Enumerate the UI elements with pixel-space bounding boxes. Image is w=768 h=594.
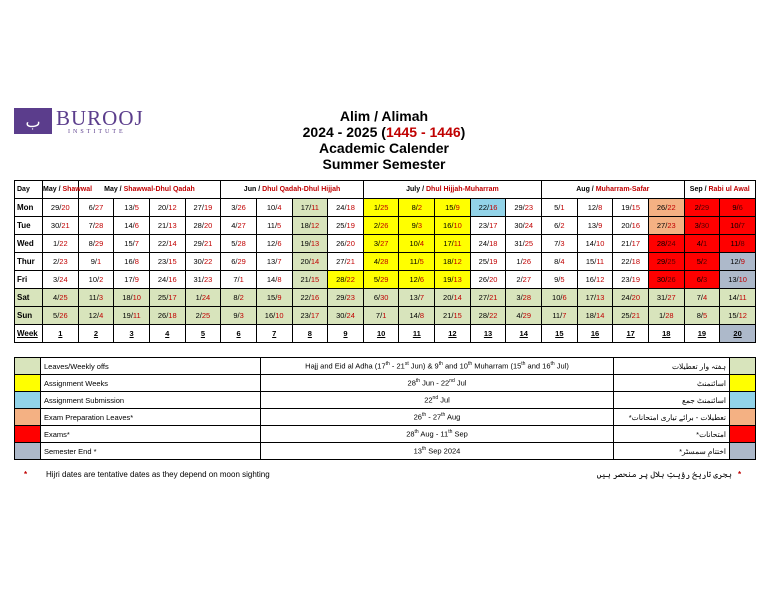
legend-dates: 28th Jun - 22nd Jul	[261, 375, 614, 392]
date-cell: 13/10	[720, 271, 756, 289]
date-cell: 15/7	[114, 235, 150, 253]
date-cell: 30/21	[43, 217, 79, 235]
legend-row	[15, 358, 756, 375]
date-cell: 29/20	[43, 199, 79, 217]
date-cell: 26/22	[648, 199, 684, 217]
date-cell: 8/2	[399, 199, 435, 217]
date-cell: 29/23	[328, 289, 364, 307]
date-cell: 6/29	[221, 253, 257, 271]
week-number: 6	[221, 325, 257, 343]
title-years: 2024 - 2025 (1445 - 1446)	[302, 124, 466, 140]
title-hijri-years: 1445 - 1446	[385, 124, 461, 140]
date-cell: 27/21	[470, 289, 506, 307]
date-cell: 9/5	[542, 271, 578, 289]
week-number: 17	[613, 325, 649, 343]
legend-dates: Hajj and Eid al Adha (17th - 21st Jun) & 9th and 10th Muharram (15th and 16th Jul)	[261, 358, 614, 375]
date-cell: 18/14	[577, 307, 613, 325]
date-cell: 18/12	[435, 253, 471, 271]
day-row	[15, 307, 756, 325]
date-cell: 30/22	[185, 253, 221, 271]
legend-label-urdu: اسائنمنٹ	[614, 375, 730, 392]
date-cell: 31/25	[506, 235, 542, 253]
date-cell: 7/1	[221, 271, 257, 289]
day-header: Day	[15, 181, 43, 199]
date-cell: 24/16	[149, 271, 185, 289]
date-cell: 27/19	[185, 199, 221, 217]
date-cell: 1/24	[185, 289, 221, 307]
date-cell: 16/10	[435, 217, 471, 235]
date-cell: 26/20	[470, 271, 506, 289]
day-row	[15, 235, 756, 253]
date-cell: 8/29	[78, 235, 114, 253]
day-label: Wed	[15, 235, 43, 253]
week-number: 1	[43, 325, 79, 343]
legend-label-english: Semester End *	[41, 443, 261, 460]
day-label: Tue	[15, 217, 43, 235]
date-cell: 17/11	[435, 235, 471, 253]
date-cell: 17/11	[292, 199, 328, 217]
date-cell: 29/21	[185, 235, 221, 253]
legend-swatch	[730, 358, 756, 375]
date-cell: 6/30	[363, 289, 399, 307]
legend-swatch	[730, 409, 756, 426]
date-cell: 22/18	[613, 253, 649, 271]
date-cell: 3/24	[43, 271, 79, 289]
date-cell: 1/28	[648, 307, 684, 325]
month-header-row	[15, 181, 756, 199]
date-cell: 30/26	[648, 271, 684, 289]
week-number: 3	[114, 325, 150, 343]
date-cell: 21/13	[149, 217, 185, 235]
date-cell: 20/12	[149, 199, 185, 217]
month-header: Sep / Rabi ul Awal	[684, 181, 755, 199]
week-number: 4	[149, 325, 185, 343]
date-cell: 1/22	[43, 235, 79, 253]
week-number: 10	[363, 325, 399, 343]
date-cell: 29/25	[648, 253, 684, 271]
date-cell: 8/4	[542, 253, 578, 271]
date-cell: 4/28	[363, 253, 399, 271]
date-cell: 28/22	[328, 271, 364, 289]
date-cell: 2/26	[363, 217, 399, 235]
legend-dates: 28th Aug - 11th Sep	[261, 426, 614, 443]
date-cell: 8/5	[684, 307, 720, 325]
date-cell: 24/18	[328, 199, 364, 217]
legend-label-english: Assignment Submission	[41, 392, 261, 409]
date-cell: 15/11	[577, 253, 613, 271]
legend-swatch	[730, 392, 756, 409]
week-label: Week	[15, 325, 43, 343]
date-cell: 19/11	[114, 307, 150, 325]
date-cell: 3/26	[221, 199, 257, 217]
date-cell: 19/13	[292, 235, 328, 253]
date-cell: 11/5	[399, 253, 435, 271]
date-cell: 23/17	[470, 217, 506, 235]
day-label: Thur	[15, 253, 43, 271]
logo-subtitle: INSTITUTE	[68, 128, 126, 135]
date-cell: 18/10	[114, 289, 150, 307]
legend-row	[15, 392, 756, 409]
legend-dates: 26th - 27th Aug	[261, 409, 614, 426]
date-cell: 19/15	[613, 199, 649, 217]
date-cell: 5/2	[684, 253, 720, 271]
date-cell: 30/24	[506, 217, 542, 235]
week-number: 19	[684, 325, 720, 343]
date-cell: 30/24	[328, 307, 364, 325]
note-asterisk-right: *	[738, 470, 742, 479]
day-row	[15, 271, 756, 289]
date-cell: 21/15	[435, 307, 471, 325]
month-header: Jun / Dhul Qadah-Dhul Hijjah	[221, 181, 364, 199]
day-row	[15, 217, 756, 235]
date-cell: 20/14	[292, 253, 328, 271]
legend-label-urdu: اختتامِ سمسٹر*	[614, 443, 730, 460]
date-cell: 13/7	[256, 253, 292, 271]
date-cell: 4/29	[506, 307, 542, 325]
date-cell: 11/7	[542, 307, 578, 325]
legend-swatch	[730, 443, 756, 460]
legend-swatch	[15, 409, 41, 426]
date-cell: 24/18	[470, 235, 506, 253]
note-hijri-urdu: ہجری تاریخ رؤیتِ ہلال پر منحصر ہیں	[596, 470, 732, 479]
legend-dates: 22nd Jul	[261, 392, 614, 409]
date-cell: 13/9	[577, 217, 613, 235]
legend-table	[14, 357, 756, 460]
date-cell: 17/13	[577, 289, 613, 307]
legend-swatch	[15, 426, 41, 443]
date-cell: 20/16	[613, 217, 649, 235]
date-cell: 19/13	[435, 271, 471, 289]
week-number: 15	[542, 325, 578, 343]
legend-label-urdu: تعطیلات - برائے تیاری امتحانات*	[614, 409, 730, 426]
legend-label-urdu: ہفتہ وار تعطیلات	[614, 358, 730, 375]
week-number: 12	[435, 325, 471, 343]
date-cell: 4/25	[43, 289, 79, 307]
week-number: 13	[470, 325, 506, 343]
date-cell: 3/28	[506, 289, 542, 307]
month-header: May / Shawwal-Dhul Qadah	[78, 181, 221, 199]
date-cell: 9/3	[399, 217, 435, 235]
legend-label-urdu: اسائنمنٹ جمع	[614, 392, 730, 409]
week-row	[15, 325, 756, 343]
day-label: Mon	[15, 199, 43, 217]
date-cell: 11/5	[256, 217, 292, 235]
date-cell: 22/16	[470, 199, 506, 217]
date-cell: 15/12	[720, 307, 756, 325]
date-cell: 10/7	[720, 217, 756, 235]
date-cell: 16/10	[256, 307, 292, 325]
date-cell: 5/1	[542, 199, 578, 217]
date-cell: 9/1	[78, 253, 114, 271]
legend-swatch	[15, 358, 41, 375]
date-cell: 6/27	[78, 199, 114, 217]
date-cell: 12/8	[577, 199, 613, 217]
month-header: Aug / Muharram-Safar	[542, 181, 685, 199]
date-cell: 1/26	[506, 253, 542, 271]
legend-label-english: Exams*	[41, 426, 261, 443]
date-cell: 14/8	[399, 307, 435, 325]
legend-row	[15, 375, 756, 392]
date-cell: 25/21	[613, 307, 649, 325]
legend-swatch	[730, 426, 756, 443]
date-cell: 17/9	[114, 271, 150, 289]
date-cell: 25/19	[470, 253, 506, 271]
date-cell: 12/9	[720, 253, 756, 271]
day-label: Fri	[15, 271, 43, 289]
title-calendar: Academic Calender	[319, 140, 449, 156]
academic-calendar-table	[14, 180, 756, 343]
note-asterisk-left: *	[24, 470, 28, 479]
legend-swatch	[15, 443, 41, 460]
day-row	[15, 253, 756, 271]
date-cell: 21/15	[292, 271, 328, 289]
date-cell: 4/1	[684, 235, 720, 253]
date-cell: 10/4	[399, 235, 435, 253]
date-cell: 15/9	[256, 289, 292, 307]
title-block	[0, 105, 768, 172]
date-cell: 2/29	[684, 199, 720, 217]
date-cell: 18/12	[292, 217, 328, 235]
date-cell: 15/9	[435, 199, 471, 217]
logo-name: BUROOJ	[56, 105, 144, 130]
date-cell: 31/23	[185, 271, 221, 289]
date-cell: 26/20	[328, 235, 364, 253]
legend-dates: 13th Sep 2024	[261, 443, 614, 460]
date-cell: 16/8	[114, 253, 150, 271]
title-semester: Summer Semester	[322, 156, 446, 172]
date-cell: 8/2	[221, 289, 257, 307]
date-cell: 12/6	[256, 235, 292, 253]
date-cell: 25/17	[149, 289, 185, 307]
legend-label-english: Exam Preparation Leaves*	[41, 409, 261, 426]
day-label: Sat	[15, 289, 43, 307]
legend-label-urdu: امتحانات*	[614, 426, 730, 443]
date-cell: 4/27	[221, 217, 257, 235]
date-cell: 1/25	[363, 199, 399, 217]
date-cell: 29/23	[506, 199, 542, 217]
date-cell: 28/22	[470, 307, 506, 325]
date-cell: 5/26	[43, 307, 79, 325]
date-cell: 22/14	[149, 235, 185, 253]
legend-label-english: Leaves/Weekly offs	[41, 358, 261, 375]
date-cell: 5/28	[221, 235, 257, 253]
date-cell: 10/4	[256, 199, 292, 217]
date-cell: 6/3	[684, 271, 720, 289]
week-number: 2	[78, 325, 114, 343]
date-cell: 7/1	[363, 307, 399, 325]
week-number: 16	[577, 325, 613, 343]
date-cell: 12/4	[78, 307, 114, 325]
month-header: May / Shawwal	[43, 181, 79, 199]
date-cell: 22/16	[292, 289, 328, 307]
date-cell: 11/3	[78, 289, 114, 307]
month-header: July / Dhul Hijjah-Muharram	[363, 181, 541, 199]
legend-row	[15, 409, 756, 426]
date-cell: 2/25	[185, 307, 221, 325]
week-number: 20	[720, 325, 756, 343]
date-cell: 24/20	[613, 289, 649, 307]
legend-swatch	[15, 392, 41, 409]
date-cell: 9/3	[221, 307, 257, 325]
date-cell: 23/19	[613, 271, 649, 289]
day-row	[15, 289, 756, 307]
date-cell: 13/5	[114, 199, 150, 217]
date-cell: 7/3	[542, 235, 578, 253]
date-cell: 21/17	[613, 235, 649, 253]
date-cell: 5/29	[363, 271, 399, 289]
date-cell: 25/19	[328, 217, 364, 235]
legend-row	[15, 426, 756, 443]
date-cell: 13/7	[399, 289, 435, 307]
date-cell: 11/8	[720, 235, 756, 253]
week-number: 9	[328, 325, 364, 343]
note-hijri-english: Hijri dates are tentative dates as they depend on moon sighting	[46, 470, 270, 479]
date-cell: 9/6	[720, 199, 756, 217]
logo-mark: ب	[14, 108, 52, 134]
week-number: 14	[506, 325, 542, 343]
date-cell: 26/18	[149, 307, 185, 325]
date-cell: 14/11	[720, 289, 756, 307]
legend-row	[15, 443, 756, 460]
date-cell: 2/27	[506, 271, 542, 289]
date-cell: 3/30	[684, 217, 720, 235]
legend-swatch	[15, 375, 41, 392]
week-number: 7	[256, 325, 292, 343]
week-number: 8	[292, 325, 328, 343]
legend-label-english: Assignment Weeks	[41, 375, 261, 392]
date-cell: 7/4	[684, 289, 720, 307]
date-cell: 28/24	[648, 235, 684, 253]
day-label: Sun	[15, 307, 43, 325]
legend-swatch	[730, 375, 756, 392]
date-cell: 16/12	[577, 271, 613, 289]
date-cell: 7/28	[78, 217, 114, 235]
week-number: 5	[185, 325, 221, 343]
date-cell: 23/17	[292, 307, 328, 325]
date-cell: 10/6	[542, 289, 578, 307]
date-cell: 10/2	[78, 271, 114, 289]
date-cell: 28/20	[185, 217, 221, 235]
date-cell: 14/10	[577, 235, 613, 253]
week-number: 18	[648, 325, 684, 343]
date-cell: 14/6	[114, 217, 150, 235]
title-program: Alim / Alimah	[339, 108, 429, 124]
date-cell: 20/14	[435, 289, 471, 307]
date-cell: 12/6	[399, 271, 435, 289]
date-cell: 27/21	[328, 253, 364, 271]
date-cell: 2/23	[43, 253, 79, 271]
date-cell: 23/15	[149, 253, 185, 271]
date-cell: 14/8	[256, 271, 292, 289]
date-cell: 6/2	[542, 217, 578, 235]
date-cell: 3/27	[363, 235, 399, 253]
day-row	[15, 199, 756, 217]
week-number: 11	[399, 325, 435, 343]
date-cell: 31/27	[648, 289, 684, 307]
date-cell: 27/23	[648, 217, 684, 235]
